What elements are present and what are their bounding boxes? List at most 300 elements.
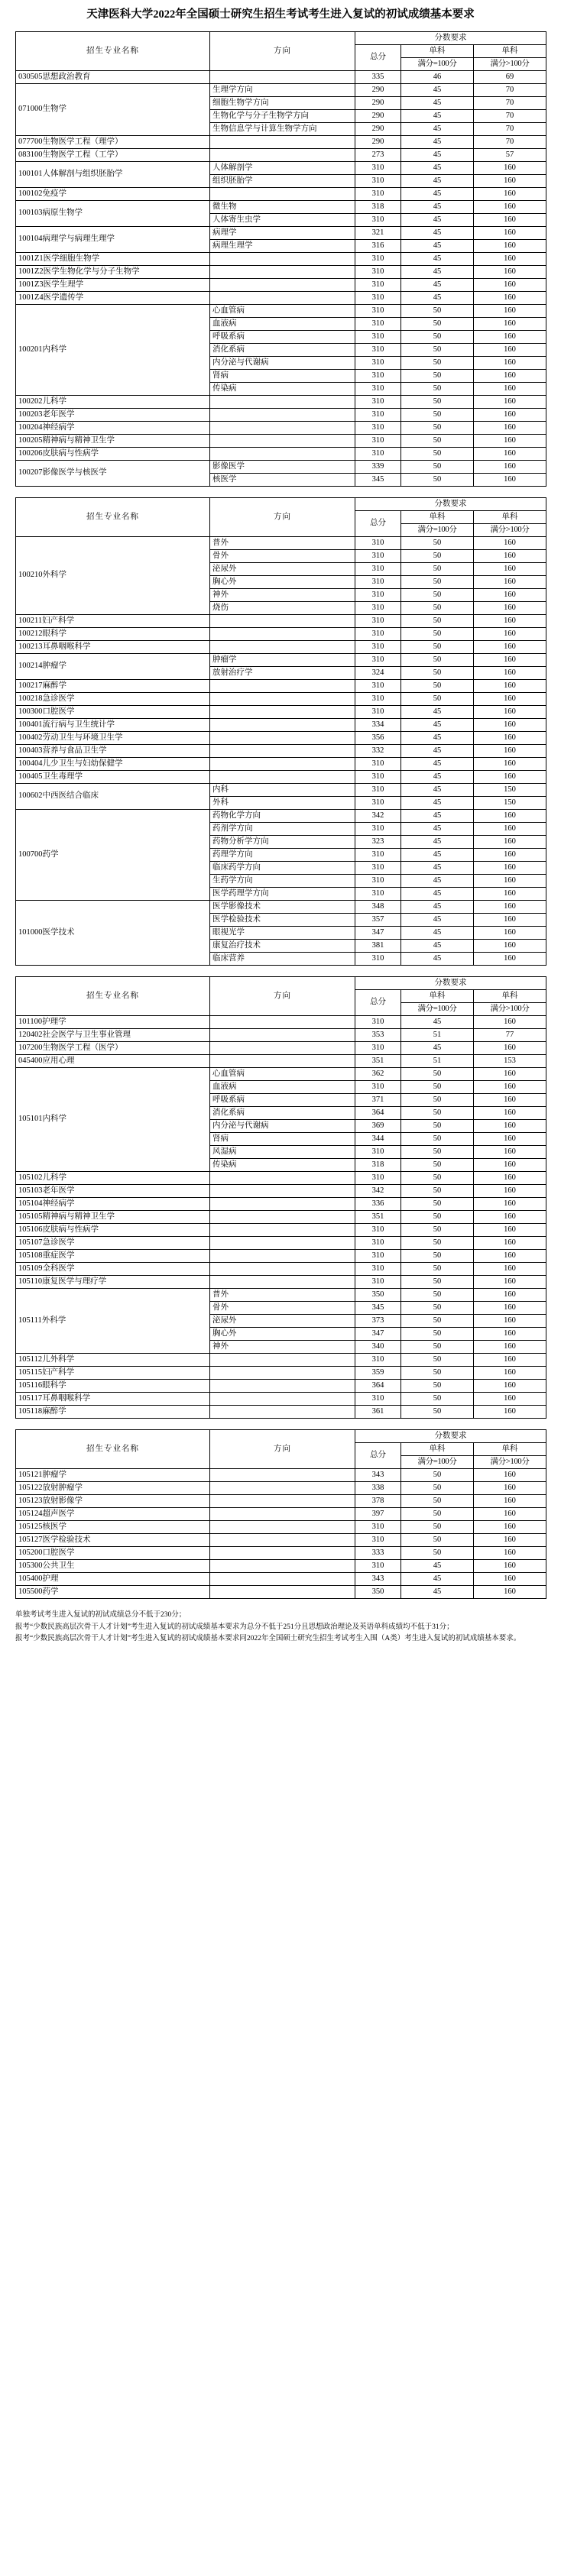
cell-single-gt100: 160 [474,421,546,434]
col-header-single-2: 单科 [474,1442,546,1455]
cell-direction: 呼吸系病 [210,330,355,343]
cell-major: 100405卫生毒理学 [16,770,210,783]
cell-direction [210,770,355,783]
cell-single-100: 50 [401,1171,474,1184]
cell-total: 310 [355,187,401,200]
table-body-3 [16,1015,546,1418]
cell-single-100: 51 [401,1054,474,1067]
cell-single-100: 50 [401,369,474,382]
cell-single-100: 50 [401,1210,474,1223]
table-row [16,705,546,718]
table-row [16,252,546,265]
cell-single-100: 45 [401,1015,474,1028]
cell-major: 105105精神病与精神卫生学 [16,1210,210,1223]
table-row [16,1520,546,1533]
cell-major: 100101人体解剖与组织胚胎学 [16,161,210,187]
cell-single-100: 45 [401,809,474,822]
cell-total: 310 [355,1171,401,1184]
footnote-2: 报考“少数民族高层次骨干人才计划”考生进入复试的初试成绩基本要求为总分不低于251分且思想政治理论及英语单科成绩均不低于31分； [15,1623,454,1631]
table-row [16,1262,546,1275]
cell-total: 310 [355,1145,401,1158]
cell-single-100: 45 [401,200,474,213]
cell-direction [210,1585,355,1598]
cell-total: 343 [355,1572,401,1585]
cell-major: 100218急诊医学 [16,692,210,705]
cell-total: 310 [355,952,401,965]
cell-major: 105124超声医学 [16,1507,210,1520]
cell-single-100: 45 [401,718,474,731]
cell-single-100: 50 [401,434,474,447]
cell-single-gt100: 160 [474,200,546,213]
cell-single-gt100: 150 [474,783,546,796]
table-row [16,783,546,796]
cell-total: 371 [355,1093,401,1106]
cell-single-100: 45 [401,913,474,926]
cell-total: 310 [355,252,401,265]
cell-single-100: 50 [401,1533,474,1546]
cell-single-100: 50 [401,1236,474,1249]
cell-single-100: 50 [401,1093,474,1106]
cell-major: 100213耳鼻咽喉科学 [16,640,210,653]
cell-single-100: 50 [401,1507,474,1520]
cell-total: 310 [355,692,401,705]
cell-total: 397 [355,1507,401,1520]
cell-single-100: 50 [401,447,474,460]
cell-single-100: 50 [401,1132,474,1145]
cell-single-gt100: 160 [474,447,546,460]
table-row [16,627,546,640]
cell-single-gt100: 160 [474,369,546,382]
cell-single-100: 45 [401,96,474,109]
cell-major: 105127医学检验技术 [16,1533,210,1546]
cell-major: 1001Z2医学生物化学与分子生物学 [16,265,210,278]
cell-direction [210,1520,355,1533]
table-body-1 [16,70,546,486]
cell-single-100: 45 [401,239,474,252]
cell-single-gt100: 160 [474,213,546,226]
cell-direction: 药物分析学方向 [210,835,355,848]
cell-total: 310 [355,213,401,226]
cell-direction: 放射治疗学 [210,666,355,679]
cell-single-100: 45 [401,887,474,900]
table-row [16,1236,546,1249]
table-row [16,1353,546,1366]
cell-single-100: 50 [401,614,474,627]
cell-direction [210,744,355,757]
cell-total: 310 [355,447,401,460]
col-header-single-1-sub: 满分=100分 [401,523,474,536]
cell-direction [210,1041,355,1054]
cell-single-gt100: 160 [474,1093,546,1106]
cell-total: 290 [355,96,401,109]
cell-single-gt100: 160 [474,1067,546,1080]
cell-single-gt100: 160 [474,1481,546,1494]
cell-single-gt100: 160 [474,757,546,770]
col-header-single-1: 单科 [401,1442,474,1455]
cell-single-100: 45 [401,291,474,304]
cell-direction [210,70,355,83]
table-header [16,497,546,536]
table-row [16,1184,546,1197]
cell-single-100: 50 [401,1145,474,1158]
cell-single-100: 50 [401,1340,474,1353]
cell-direction [210,1468,355,1481]
cell-single-gt100: 160 [474,1158,546,1171]
cell-single-gt100: 160 [474,1353,546,1366]
cell-major: 1001Z4医学遗传学 [16,291,210,304]
cell-total: 310 [355,434,401,447]
cell-direction: 人体寄生虫学 [210,213,355,226]
cell-direction: 细胞生物学方向 [210,96,355,109]
cell-major: 105123放射影像学 [16,1494,210,1507]
cell-direction [210,291,355,304]
cell-major: 105110康复医学与理疗学 [16,1275,210,1288]
table-row [16,757,546,770]
cell-major: 1001Z3医学生理学 [16,278,210,291]
cell-single-100: 45 [401,731,474,744]
footnote-3: 报考“少数民族高层次骨干人才计划”考生进入复试的初试成绩基本要求同2022年全国硕士研究生招生考试考生入围（A类）考生进入复试的初试成绩基本要求。 [15,1635,521,1643]
cell-single-100: 50 [401,1327,474,1340]
cell-single-gt100: 160 [474,679,546,692]
cell-major: 045400应用心理 [16,1054,210,1067]
table-row [16,1559,546,1572]
cell-total: 310 [355,356,401,369]
table-row [16,1585,546,1598]
cell-total: 310 [355,161,401,174]
cell-single-100: 50 [401,1494,474,1507]
cell-total: 333 [355,1546,401,1559]
cell-total: 359 [355,1366,401,1379]
table-row [16,265,546,278]
cell-direction: 生物化学与分子生物学方向 [210,109,355,122]
cell-direction [210,278,355,291]
cell-total: 290 [355,83,401,96]
cell-single-100: 50 [401,562,474,575]
cell-direction: 生理学方向 [210,83,355,96]
cell-direction [210,135,355,148]
cell-direction: 药物化学方向 [210,809,355,822]
cell-single-100: 50 [401,1392,474,1405]
cell-direction [210,148,355,161]
cell-single-gt100: 160 [474,1275,546,1288]
cell-direction: 烧伤 [210,601,355,614]
cell-direction: 泌尿外 [210,562,355,575]
score-table-3 [15,976,546,1419]
cell-major: 100403营养与食品卫生学 [16,744,210,757]
cell-total: 310 [355,174,401,187]
cell-single-100: 50 [401,460,474,473]
cell-direction: 内科 [210,783,355,796]
cell-single-100: 45 [401,874,474,887]
cell-direction [210,731,355,744]
cell-direction [210,1210,355,1223]
cell-total: 347 [355,1327,401,1340]
cell-direction: 神外 [210,588,355,601]
cell-single-100: 50 [401,1314,474,1327]
cell-total: 357 [355,913,401,926]
table-row [16,148,546,161]
cell-single-100: 50 [401,356,474,369]
cell-single-100: 45 [401,900,474,913]
table-row [16,1366,546,1379]
cell-total: 310 [355,783,401,796]
cell-total: 353 [355,1028,401,1041]
cell-direction: 药剂学方向 [210,822,355,835]
table-row [16,1379,546,1392]
cell-major: 100300口腔医学 [16,705,210,718]
cell-single-100: 50 [401,395,474,408]
table-row [16,1067,546,1080]
cell-direction [210,1236,355,1249]
table-row [16,1054,546,1067]
cell-single-gt100: 160 [474,952,546,965]
cell-major: 105108重症医学 [16,1249,210,1262]
cell-major: 100205精神病与精神卫生学 [16,434,210,447]
cell-major: 083100生物医学工程（工学） [16,148,210,161]
cell-major: 100217麻醉学 [16,679,210,692]
cell-single-gt100: 160 [474,1572,546,1585]
cell-major: 105300公共卫生 [16,1559,210,1572]
cell-single-100: 50 [401,601,474,614]
table-row [16,1468,546,1481]
cell-total: 361 [355,1405,401,1418]
cell-total: 310 [355,1015,401,1028]
table-row [16,460,546,473]
cell-single-100: 50 [401,1546,474,1559]
col-header-major: 招生专业名称 [16,976,210,1015]
cell-single-100: 50 [401,640,474,653]
cell-single-100: 51 [401,1028,474,1041]
cell-single-gt100: 160 [474,1288,546,1301]
cell-direction [210,627,355,640]
col-header-single-2-sub: 满分>100分 [474,1455,546,1468]
col-header-direction: 方向 [210,497,355,536]
cell-total: 345 [355,1301,401,1314]
col-header-single-1-sub: 满分=100分 [401,1455,474,1468]
cell-single-gt100: 160 [474,887,546,900]
cell-direction: 肾病 [210,1132,355,1145]
cell-single-gt100: 160 [474,1301,546,1314]
col-header-single-2: 单科 [474,989,546,1002]
cell-direction: 内分泌与代谢病 [210,1119,355,1132]
cell-single-gt100: 160 [474,343,546,356]
cell-total: 343 [355,1468,401,1481]
cell-total: 310 [355,395,401,408]
cell-direction [210,679,355,692]
cell-single-gt100: 160 [474,731,546,744]
cell-direction [210,1223,355,1236]
cell-total: 347 [355,926,401,939]
cell-total: 310 [355,304,401,317]
cell-direction: 心血管病 [210,304,355,317]
cell-direction [210,1197,355,1210]
cell-direction [210,1275,355,1288]
cell-single-gt100: 160 [474,1533,546,1546]
cell-single-100: 45 [401,1585,474,1598]
cell-total: 310 [355,757,401,770]
cell-major: 105118麻醉学 [16,1405,210,1418]
cell-single-100: 45 [401,83,474,96]
cell-direction [210,1054,355,1067]
cell-total: 310 [355,382,401,395]
cell-single-gt100: 160 [474,174,546,187]
cell-single-100: 50 [401,1184,474,1197]
cell-direction: 神外 [210,1340,355,1353]
cell-single-gt100: 160 [474,848,546,861]
cell-single-gt100: 160 [474,588,546,601]
cell-single-100: 50 [401,1262,474,1275]
cell-single-100: 45 [401,174,474,187]
table-row [16,1481,546,1494]
cell-total: 310 [355,421,401,434]
cell-direction: 肿瘤学 [210,653,355,666]
cell-total: 310 [355,549,401,562]
cell-major: 100210外科学 [16,536,210,614]
col-header-major: 招生专业名称 [16,497,210,536]
cell-major: 100211妇产科学 [16,614,210,627]
cell-single-100: 45 [401,226,474,239]
cell-major: 100104病理学与病理生理学 [16,226,210,252]
cell-total: 310 [355,640,401,653]
cell-direction: 药理学方向 [210,848,355,861]
cell-direction [210,1366,355,1379]
cell-single-gt100: 160 [474,252,546,265]
cell-single-gt100: 160 [474,265,546,278]
cell-single-100: 50 [401,1106,474,1119]
cell-total: 334 [355,718,401,731]
cell-major: 107200生物医学工程（医学） [16,1041,210,1054]
cell-single-gt100: 160 [474,1520,546,1533]
cell-single-gt100: 160 [474,304,546,317]
cell-total: 318 [355,200,401,213]
table-row [16,536,546,549]
table-row [16,692,546,705]
cell-direction: 影像医学 [210,460,355,473]
cell-single-gt100: 160 [474,434,546,447]
cell-direction [210,1405,355,1418]
cell-single-100: 45 [401,744,474,757]
cell-major: 105112儿外科学 [16,1353,210,1366]
cell-single-100: 45 [401,252,474,265]
cell-single-gt100: 70 [474,96,546,109]
cell-single-gt100: 160 [474,1585,546,1598]
footnotes [15,1610,546,1645]
cell-total: 290 [355,122,401,135]
cell-total: 378 [355,1494,401,1507]
cell-single-gt100: 70 [474,135,546,148]
cell-single-gt100: 70 [474,83,546,96]
cell-direction [210,1533,355,1546]
table-row [16,291,546,304]
cell-total: 323 [355,835,401,848]
cell-direction: 普外 [210,536,355,549]
cell-single-100: 45 [401,835,474,848]
page-title: 天津医科大学2022年全国硕士研究生招生考试考生进入复试的初试成绩基本要求 [86,8,475,21]
cell-single-100: 50 [401,304,474,317]
cell-single-100: 50 [401,1481,474,1494]
cell-single-gt100: 160 [474,666,546,679]
cell-total: 310 [355,1223,401,1236]
cell-total: 273 [355,148,401,161]
cell-direction [210,1353,355,1366]
cell-single-100: 45 [401,848,474,861]
cell-single-gt100: 160 [474,1507,546,1520]
cell-total: 345 [355,473,401,486]
cell-single-100: 45 [401,135,474,148]
cell-total: 310 [355,265,401,278]
cell-direction: 核医学 [210,473,355,486]
cell-total: 290 [355,135,401,148]
table-row [16,1249,546,1262]
cell-total: 321 [355,226,401,239]
cell-single-100: 50 [401,408,474,421]
cell-total: 310 [355,848,401,861]
cell-total: 335 [355,70,401,83]
cell-single-gt100: 160 [474,861,546,874]
cell-single-gt100: 160 [474,408,546,421]
cell-direction [210,1184,355,1197]
cell-total: 310 [355,1392,401,1405]
cell-single-gt100: 160 [474,705,546,718]
cell-single-gt100: 160 [474,1327,546,1340]
cell-single-100: 50 [401,1288,474,1301]
cell-single-100: 50 [401,1275,474,1288]
cell-major: 100212眼科学 [16,627,210,640]
col-header-single-1-sub: 满分=100分 [401,57,474,70]
cell-total: 373 [355,1314,401,1327]
table-row [16,1494,546,1507]
cell-total: 339 [355,460,401,473]
cell-direction: 病理生理学 [210,239,355,252]
cell-total: 310 [355,1353,401,1366]
cell-total: 381 [355,939,401,952]
cell-direction: 心血管病 [210,1067,355,1080]
cell-single-gt100: 160 [474,1171,546,1184]
col-header-total: 总分 [355,44,401,70]
cell-single-100: 46 [401,70,474,83]
cell-direction: 传染病 [210,382,355,395]
cell-single-gt100: 160 [474,460,546,473]
cell-single-100: 50 [401,679,474,692]
cell-direction [210,395,355,408]
cell-direction [210,705,355,718]
cell-single-100: 45 [401,109,474,122]
col-header-single-2-sub: 满分>100分 [474,57,546,70]
cell-direction: 微生物 [210,200,355,213]
cell-total: 369 [355,1119,401,1132]
cell-single-100: 45 [401,861,474,874]
cell-total: 310 [355,796,401,809]
cell-direction: 医学影像技术 [210,900,355,913]
cell-single-gt100: 160 [474,1379,546,1392]
table-row [16,1507,546,1520]
cell-total: 310 [355,822,401,835]
cell-major: 071000生物学 [16,83,210,135]
cell-total: 342 [355,809,401,822]
cell-single-100: 45 [401,783,474,796]
col-header-single-2-sub: 满分>100分 [474,523,546,536]
col-header-score-group: 分数要求 [355,31,546,44]
cell-single-gt100: 160 [474,473,546,486]
cell-single-gt100: 160 [474,1210,546,1223]
table-body-2 [16,536,546,965]
table-row [16,1028,546,1041]
cell-single-100: 50 [401,1353,474,1366]
col-header-single-1: 单科 [401,510,474,523]
table-row [16,187,546,200]
table-row [16,614,546,627]
table-header [16,1429,546,1468]
